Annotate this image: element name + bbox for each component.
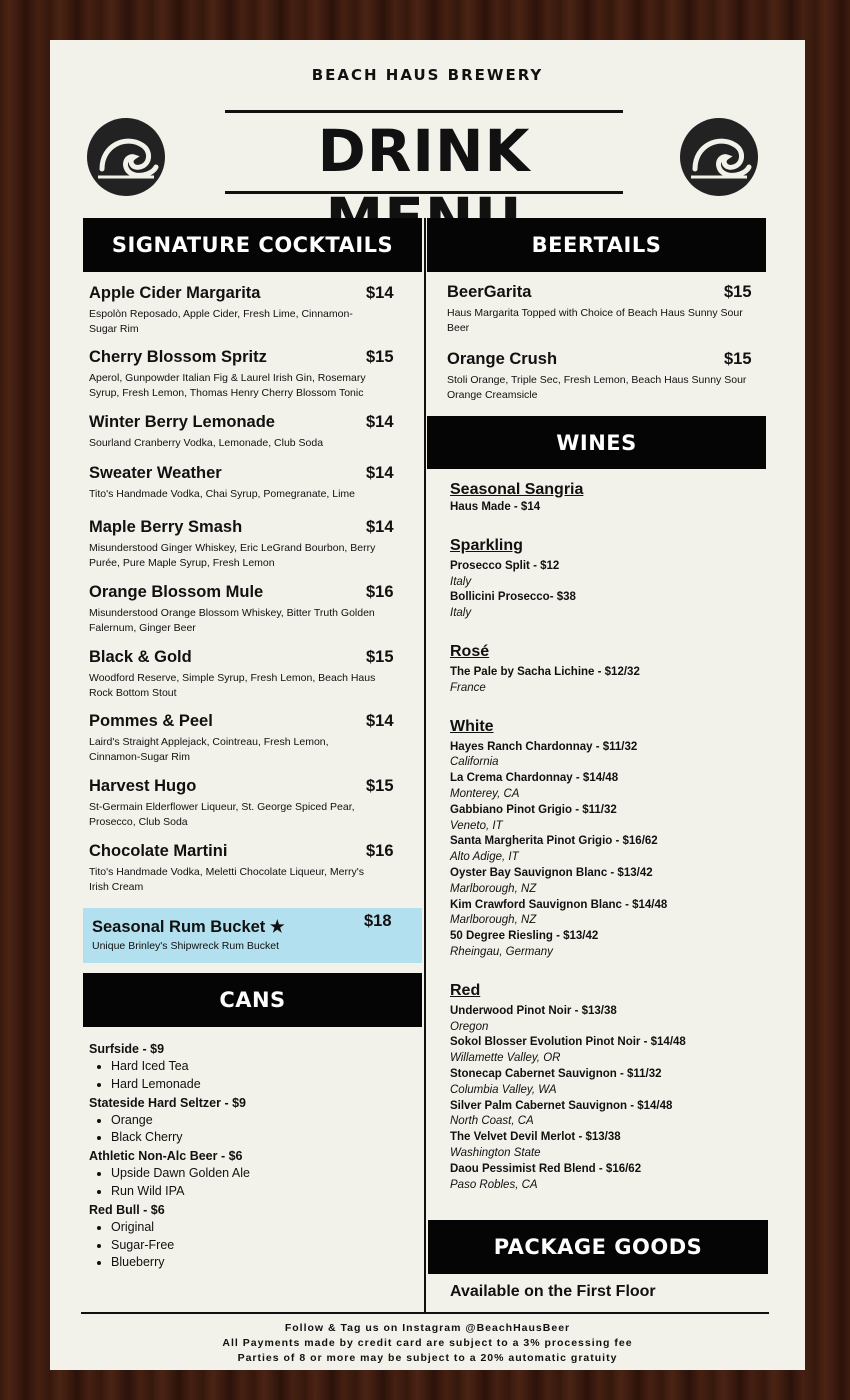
cocktail-desc: Espolòn Reposado, Apple Cider, Fresh Lime, Cinnamon-Sugar Rim — [89, 308, 353, 335]
cocktail-name: Chocolate Martini — [89, 842, 228, 860]
list-item: • Run Wild IPA — [111, 1183, 389, 1201]
cocktail-price: $14 — [366, 464, 394, 482]
wine-section-title: White — [450, 717, 494, 735]
cocktail-name: Orange Blossom Mule — [89, 583, 264, 601]
list-item: • Hard Lemonade — [111, 1076, 389, 1094]
wine-section-title: Sparkling — [450, 536, 523, 554]
wine-list — [450, 480, 770, 1193]
can-group-title: Surfside - $9 — [89, 1042, 165, 1056]
cocktail-name: Black & Gold — [89, 648, 192, 666]
cocktail-name: Winter Berry Lemonade — [89, 413, 275, 431]
wine-name: Santa Margherita Pinot Grigio - $16/62 — [450, 835, 658, 848]
wine-origin: Washington State — [450, 1146, 541, 1159]
cocktail-desc: Tito's Handmade Vodka, Chai Syrup, Pomegranate, Lime — [89, 488, 356, 500]
cocktail-desc: Misunderstood Ginger Whiskey, Eric LeGrand Bourbon, Berry Purée, Pure Maple Syrup, Fresh Lemon — [89, 542, 376, 569]
beertail-name: Orange Crush — [447, 350, 558, 368]
wine-origin: California — [450, 756, 499, 769]
header-package-goods: PACKAGE GOODS — [428, 1220, 768, 1274]
wine-name: Prosecco Split - $12 — [450, 559, 560, 572]
cocktail-name: Cherry Blossom Spritz — [89, 348, 267, 366]
wine-origin: Alto Adige, IT — [450, 851, 519, 864]
wave-logo-icon — [679, 117, 759, 197]
wine-origin: Monterey, CA — [450, 787, 520, 800]
cocktail-price: $16 — [366, 842, 394, 860]
seasonal-bucket-highlight — [83, 908, 422, 963]
wine-section-title: Rosé — [450, 642, 490, 660]
cocktail-desc: Aperol, Gunpowder Italian Fig & Laurel Irish Gin, Rosemary Syrup, Fresh Lemon, Thomas Henry Cherry Blossom Tonic — [89, 372, 366, 399]
can-group-title: Stateside Hard Seltzer - $9 — [89, 1095, 247, 1110]
menu-paper — [50, 40, 805, 1370]
wine-origin: Oregon — [450, 1020, 489, 1033]
wine-origin: Veneto, IT — [450, 819, 503, 832]
cans-list — [89, 1040, 389, 1272]
footer-line: All Payments made by credit card are subject to a 3% processing fee — [222, 1337, 633, 1349]
beertail-price: $15 — [724, 350, 752, 368]
list-item: • Blueberry — [111, 1254, 389, 1272]
cocktail-price: $16 — [366, 583, 394, 601]
wine-name: Oyster Bay Sauvignon Blanc - $13/42 — [450, 866, 653, 879]
title-box — [225, 110, 623, 194]
beertail-name: BeerGarita — [447, 283, 532, 301]
beertail-price: $15 — [724, 283, 752, 301]
can-group-title: Athletic Non-Alc Beer - $6 — [89, 1149, 243, 1164]
cocktail-desc: St-Germain Elderflower Liqueur, St. George Spiced Pear, Prosecco, Club Soda — [89, 801, 355, 828]
can-group-title: Red Bull - $6 — [89, 1202, 165, 1217]
cocktail-price: $15 — [366, 648, 394, 666]
cocktail-desc: Woodford Reserve, Simple Syrup, Fresh Lemon, Beach Haus Rock Bottom Stout — [89, 672, 376, 699]
cocktail-price: $14 — [366, 518, 394, 536]
list-item: • Sugar-Free — [111, 1237, 389, 1255]
wine-origin: Marlborough, NZ — [450, 914, 537, 927]
wine-name: La Crema Chardonnay - $14/48 — [450, 772, 619, 785]
list-item: • Hard Iced Tea — [111, 1058, 389, 1076]
cocktail-price: $14 — [366, 712, 394, 730]
wine-name: The Velvet Devil Merlot - $13/38 — [450, 1131, 621, 1144]
wine-name: Haus Made - $14 — [450, 501, 541, 513]
list-item: • Upside Dawn Golden Ale — [111, 1165, 389, 1183]
beertail-desc: Haus Margarita Topped with Choice of Beach Haus Sunny Sour Beer — [447, 307, 743, 334]
wine-name: Hayes Ranch Chardonnay - $11/32 — [450, 740, 638, 753]
footer-divider — [81, 1312, 769, 1314]
footer-line: Parties of 8 or more may be subject to a 20% automatic gratuity — [237, 1352, 618, 1364]
wine-name: Daou Pessimist Red Blend - $16/62 — [450, 1162, 642, 1175]
bucket-name: Seasonal Rum Bucket ★ — [92, 918, 285, 936]
cocktail-price: $14 — [366, 413, 394, 431]
brewery-name: BEACH HAUS BREWERY — [311, 66, 544, 84]
wine-name: Silver Palm Cabernet Sauvignon - $14/48 — [450, 1099, 673, 1112]
bucket-desc: Unique Brinley's Shipwreck Rum Bucket — [92, 940, 279, 952]
cocktail-desc: Misunderstood Orange Blossom Whiskey, Bitter Truth Golden Falernum, Ginger Beer — [89, 607, 375, 634]
wine-name: Bollicini Prosecco- $38 — [450, 591, 576, 604]
list-item: • Black Cherry — [111, 1129, 389, 1147]
cocktail-price: $15 — [366, 777, 394, 795]
wine-name: Kim Crawford Sauvignon Blanc - $14/48 — [450, 898, 668, 911]
wine-origin: Italy — [450, 607, 472, 620]
wine-origin: Italy — [450, 575, 472, 588]
wave-logo-icon — [86, 117, 166, 197]
wine-origin: North Coast, CA — [450, 1115, 534, 1128]
cocktail-desc: Sourland Cranberry Vodka, Lemonade, Club Soda — [89, 437, 324, 449]
cocktail-desc: Laird's Straight Applejack, Cointreau, Fresh Lemon, Cinnamon-Sugar Rim — [89, 736, 329, 763]
header-wines: WINES — [427, 416, 766, 469]
cocktail-name: Harvest Hugo — [89, 777, 197, 795]
wine-origin: Columbia Valley, WA — [450, 1083, 557, 1096]
wine-name: 50 Degree Riesling - $13/42 — [450, 930, 599, 943]
wine-section-title: Red — [450, 981, 481, 999]
header-beertails: BEERTAILS — [427, 218, 766, 272]
wine-origin: Marlborough, NZ — [450, 882, 537, 895]
cocktail-desc: Tito's Handmade Vodka, Meletti Chocolate Liqueur, Merry's Irish Cream — [89, 866, 365, 893]
wine-origin: Paso Robles, CA — [450, 1178, 538, 1191]
list-item: • Original — [111, 1219, 389, 1237]
wine-origin: Willamette Valley, OR — [450, 1052, 561, 1065]
wine-origin: Rheingau, Germany — [450, 945, 553, 958]
beertail-desc: Stoli Orange, Triple Sec, Fresh Lemon, Beach Haus Sunny Sour Orange Creamsicle — [447, 374, 747, 401]
cocktail-price: $14 — [366, 284, 394, 302]
header-cans: CANS — [83, 973, 422, 1027]
wine-name: The Pale by Sacha Lichine - $12/32 — [450, 665, 640, 678]
wine-origin: France — [450, 681, 486, 694]
column-divider — [424, 218, 426, 1313]
cocktail-price: $15 — [366, 348, 394, 366]
cocktail-name: Apple Cider Margarita — [89, 284, 261, 302]
wine-name: Sokol Blosser Evolution Pinot Noir - $14/48 — [450, 1036, 686, 1049]
wine-name: Underwood Pinot Noir - $13/38 — [450, 1004, 617, 1017]
wine-name: Stonecap Cabernet Sauvignon - $11/32 — [450, 1067, 662, 1080]
cocktail-name: Maple Berry Smash — [89, 518, 243, 536]
cocktail-name: Pommes & Peel — [89, 712, 213, 730]
package-note: Available on the First Floor — [450, 1283, 656, 1300]
footer-line: Follow & Tag us on Instagram @BeachHausBeer — [284, 1322, 571, 1334]
page-title: DRINK — [317, 117, 531, 185]
list-item: • Orange — [111, 1112, 389, 1130]
bucket-price: $18 — [364, 912, 392, 930]
cocktail-name: Sweater Weather — [89, 464, 222, 482]
wine-section-title: Seasonal Sangria — [450, 481, 584, 498]
header-signature-cocktails: SIGNATURE COCKTAILS — [83, 218, 422, 272]
wine-name: Gabbiano Pinot Grigio - $11/32 — [450, 803, 617, 816]
footer — [50, 1321, 805, 1366]
